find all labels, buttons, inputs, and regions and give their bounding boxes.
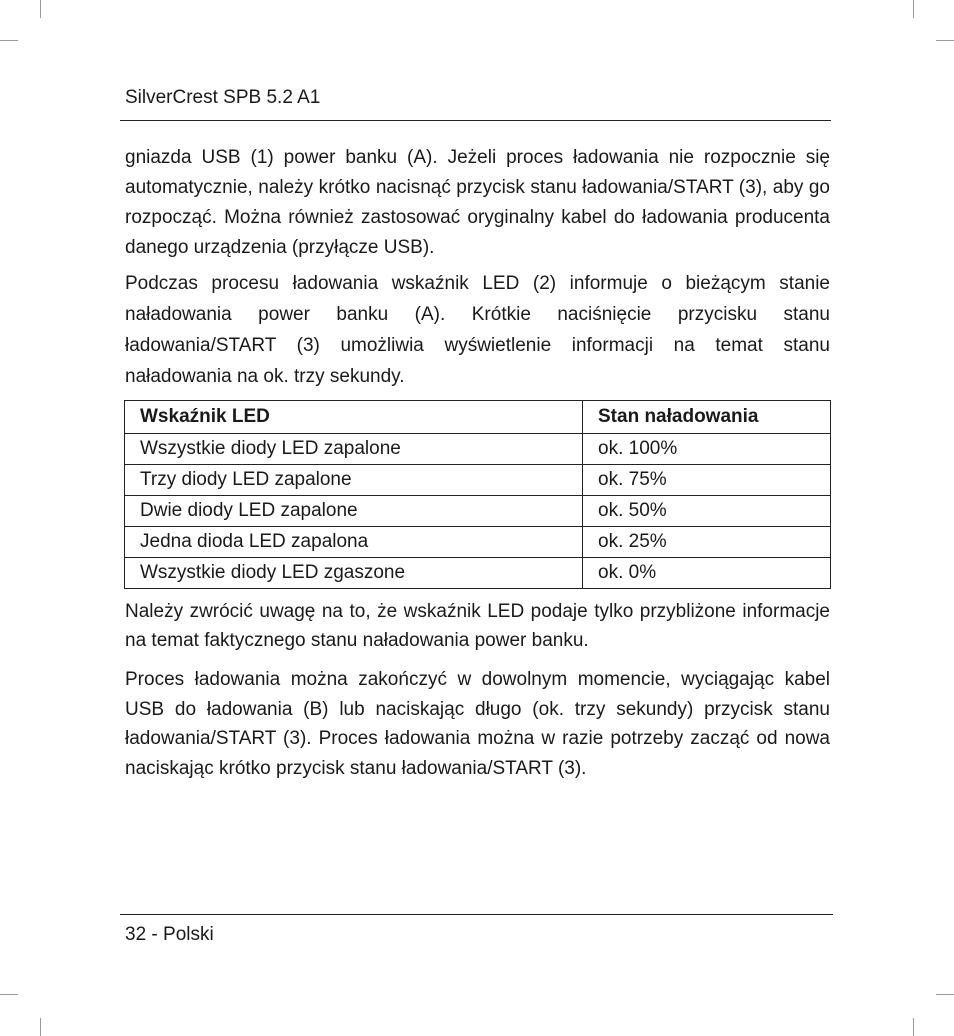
led-state-cell: Jedna dioda LED zapalona [125,527,583,558]
charge-level-cell: ok. 100% [583,434,831,465]
led-state-cell: Dwie diody LED zapalone [125,496,583,527]
footer-divider [120,914,833,915]
table-row [125,558,831,589]
table-row [125,496,831,527]
paragraph-stop-charging: Proces ładowania można zakończyć w dowolnym momencie, wyciągając kabel USB do ładowania (B) lub naciskając długo (ok. trzy sekundy) przycisk stanu ładowania/START (3). Proces ładowania można w razie potrzeby zacząć od nowa naciskając krótko przycisk stanu ładowania/START (3). [125,669,830,779]
paragraph-charging-start: gniazda USB (1) power banku (A). Jeżeli proces ładowania nie rozpocznie się automatycznie, należy krótko nacisnąć przycisk stanu ładowania/START (3), aby go rozpocząć. Można również zastosować oryginalny kabel do ładowania producenta danego urządzenia (przyłącze USB). [125,147,830,258]
table-row [125,465,831,496]
table-row [125,527,831,558]
page-number: 32 - Polski [125,924,214,945]
table-row [125,434,831,465]
crop-mark [913,0,914,18]
crop-mark [0,40,18,41]
header-divider [120,120,831,121]
paragraph-approximate-note: Należy zwrócić uwagę na to, że wskaźnik LED podaje tylko przybliżone informacje na temat faktycznego stanu naładowania power banku. [125,601,830,651]
led-status-table [124,400,831,589]
crop-mark [913,1018,914,1036]
crop-mark [40,1018,41,1036]
charge-level-cell: ok. 75% [583,465,831,496]
column-header-charge: Stan naładowania [583,401,831,434]
led-state-cell: Wszystkie diody LED zgaszone [125,558,583,589]
charge-level-cell: ok. 50% [583,496,831,527]
crop-mark [936,40,954,41]
crop-mark [0,994,18,995]
page-header-title: SilverCrest SPB 5.2 A1 [125,87,321,108]
charge-level-cell: ok. 25% [583,527,831,558]
led-state-cell: Wszystkie diody LED zapalone [125,434,583,465]
table-header-row [125,401,831,434]
led-state-cell: Trzy diody LED zapalone [125,465,583,496]
column-header-led: Wskaźnik LED [125,401,583,434]
crop-mark [40,0,41,18]
crop-mark [936,994,954,995]
paragraph-led-indicator: Podczas procesu ładowania wskaźnik LED (2) informuje o bieżącym stanie naładowania power banku (A). Krótkie naciśnięcie przycisku stanu ładowania/START (3) umożliwia wyświetlenie informacji na temat stanu naładowania na ok. trzy sekundy. [125,273,830,387]
charge-level-cell: ok. 0% [583,558,831,589]
